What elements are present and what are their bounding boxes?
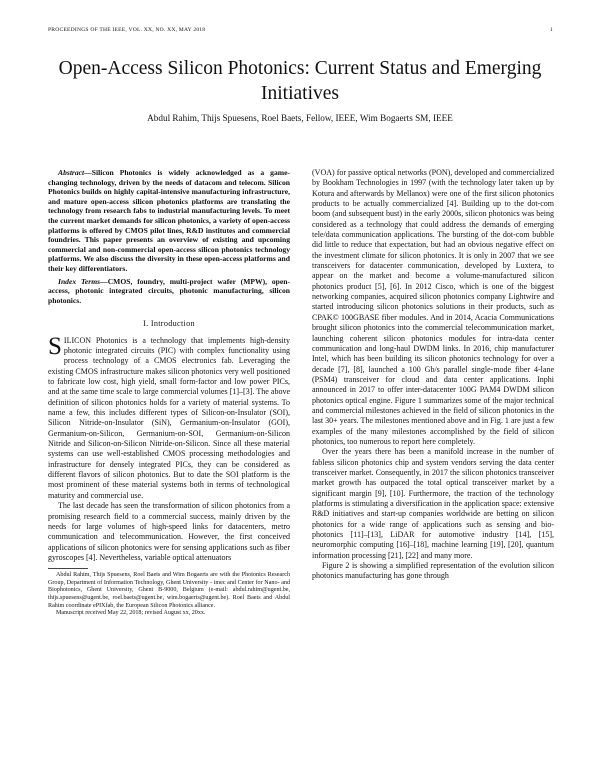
intro-paragraph-1 [48, 332, 290, 502]
running-header [48, 27, 553, 37]
index-terms-lead: Index Terms [58, 276, 101, 286]
right-column [312, 168, 554, 582]
paper-title: Open-Access Silicon Photonics: Current Status and Emerging Initiatives [58, 58, 542, 104]
manuscript-date-footnote: Manuscript received May 22, 2018; revised August xx, 20xx. [56, 610, 206, 617]
intro-paragraph-2: The last decade has seen the transformation of silicon photonics from a promising research field to a commercial success, mainly driven by the needs for large volumes of high-speed links for datacenters, metro communication and telecommunication. However, the first conceived applications of silicon photonics were for sensing applications such as fiber gyroscopes [4]. Nevertheless, variable optical attenuators [48, 501, 290, 562]
intro-paragraph-1-text: ILICON Photonics is a technology that implements high-density photonic integrated circuits (PIC) with complex functionality using process technology of a CMOS electronics fab. Leveraging the existing CMOS infrastructure makes silicon photonics very well positioned to fabricate low cost, high yield, small form-factor and low power PICs, and at the same time scale to large commercial volumes [1]–[3]. The above definition of silicon photonics holds for a variety of material systems. To name a few, this includes different types of Silicon-on-Insulator (SOI), Silicon Nitride-on-Insulator (SiN), Germanium-on-Insulator (GOI), Germanium-on-Silicon, Germanium-on-SOI, Germanium-on-Silicon Nitride and Silicon-on-Silicon Nitride-on-Silicon. Since all these material systems can use well-established CMOS processing methodologies and infrastructure for densely integrated PICs, they can be considered as different flavors of silicon photonics. But to date the SOI platform is the most prominent of these material systems both in terms of technological maturity and commercial use. [48, 335, 290, 500]
index-terms [48, 277, 290, 306]
section-heading-introduction: I. Introduction [143, 319, 195, 329]
journal-header: PROCEEDINGS OF THE IEEE, VOL. XX, NO. XX, MAY 2018 [48, 27, 206, 33]
drop-cap: S [48, 332, 62, 360]
right-paragraph-1: (VOA) for passive optical networks (PON), developed and commercialized by Bookham Technologies in 1997 (with the technology later taken up by Kotura and afterwards by Mellanox) were one of the first silicon photonics products to be actually commercialized [4]. Building up to the dot-com boom (and subsequent bust) in the early 2000s, silicon photonics was being considered as a technology that could address the demands of emerging tele/data communication applications. The bursting of the dot-com bubble did little to reduce that expectation, but had an obvious negative effect on the investment climate for silicon photonics. It is only in 2007 that we see transceivers for datacenter communication, developed by Luxtera, to appear on the market and become a volume-manufactured silicon photonics product [5], [6]. In 2012 Cisco, which is one of the biggest networking companies, acquired silicon photonics company Lightwire and started introducing silicon photonics solutions in their products, such as CPAK© 100GBASE fiber modules. And in 2014, Acacia Communications brought silicon photonics into the commercial telecommunication market, launching coherent silicon photonics modules for intra-data center communication and long-haul DWDM links. In 2016, chip manufacturer Intel, which has been building its silicon photonics technology for over a decade [7], [8], launched a 100 Gb/s parallel single-mode fiber 4-lane (PSM4) transceiver for cloud and data center applications. Inphi announced in 2017 to offer inter-datacenter 100G PAM4 DWDM silicon photonics optical engine. Figure 1 summarizes some of the major technical and commercial milestones achieved in the field of silicon photonics in the last 30+ years. The milestones mentioned above and in Fig. 1 are just a few examples of the many milestones accomplished by the field of silicon photonics, too numerous to report here completely. [312, 168, 554, 446]
index-terms-text: —CMOS, foundry, multi-project wafer (MPW), open-access, photonic integrated circuits, photonic manufacturing, silicon photonics. [48, 276, 290, 305]
abstract-lead: Abstract [58, 168, 85, 177]
page-number: 1 [550, 27, 553, 33]
abstract-text: —Silicon Photonics is widely acknowledged as a game-changing technology, driven by the needs of datacom and telecom. Silicon Photonics builds on highly capital-intensive manufacturing infrastructure, and mature open-access silicon photonics platforms are translating the technology from research fabs to industrial manufacturing levels. To meet the current market demands for silicon photonics, a variety of open-access platforms is offered by CMOS pilot lines, R&D institutes and commercial foundries. This paper presents an overview of existing and upcoming commercial and non-commercial open-access silicon photonics technology platforms. We also discuss the diversity in these open-access platforms and their key differentiators. [48, 168, 290, 273]
right-paragraph-2: Over the years there has been a manifold increase in the number of fabless silicon photonics chip and system vendors serving the data center transceiver market. Consequently, in 2017 the silicon photonics transceiver market growth has outpaced the total optical transceiver market by a significant margin [9], [10]. Furthermore, the traction of the technology platforms is stimulating a diversification in the application space: extensive R&D initiatives and start-up companies worldwide are betting on silicon photonics for a wide range of applications such as sensing and bio-photonics [11]–[13], LiDAR for automotive industry [14], [15], neuromorphic computing [16]–[18], machine learning [19], [20], quantum information processing [21], [22] and many more. [312, 447, 554, 560]
right-paragraph-3: Figure 2 is showing a simplified representation of the evolution silicon photonics manufacturing has gone through [312, 561, 554, 581]
footnote-divider [48, 568, 88, 569]
abstract [48, 168, 290, 274]
author-list: Abdul Rahim, Thijs Spuesens, Roel Baets, Fellow, IEEE, Wim Bogaerts SM, IEEE [147, 113, 453, 123]
left-column [48, 168, 290, 618]
author-affiliation-footnote: Abdul Rahim, Thijs Spuesens, Roel Baets and Wim Bogaerts are with the Photonics Research Group, Department of Information Technology, Ghent University - imec and Center for Nano- and Biophotonics, Ghent University, Ghent B-9000, Belgium (e-mail: abdul.rahim@ugent.be, thijs.spuesens@ugent.be, roel.baets@ugent.be, wim.bogaerts@ugent.be). Roel Baets and Abdul Rahim coordinate ePIXfab, the European Silicon Photonics alliance. [48, 572, 290, 609]
